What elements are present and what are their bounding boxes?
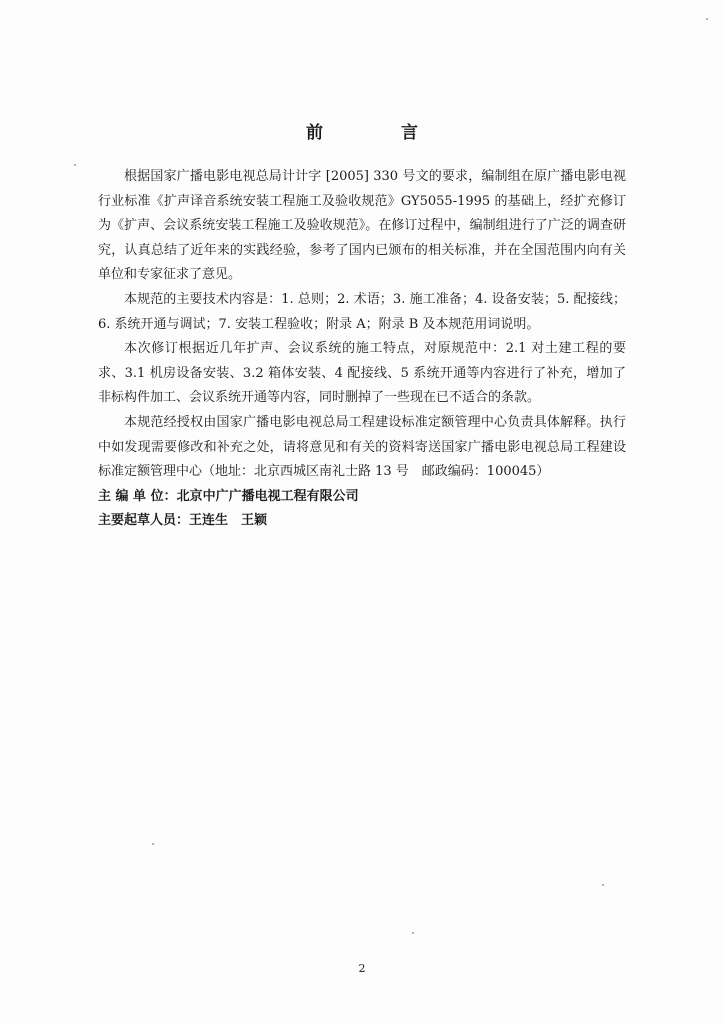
page-number: 2 [358,962,366,975]
paragraph-interpretation: 本规范经授权由国家广播电影电视总局工程建设标准定额管理中心负责具体解释。执行中如发现需要修改和补充之处，请将意见和有关的资料寄送国家广播电影电视总局工程建设标准定额管理中心（地址：北京西城区南礼士路 13 号 邮政编码：100045） [98,414,626,480]
preface-body [98,165,626,534]
paragraph-revision: 本次修订根据近几年扩声、会议系统的施工特点，对原规范中：2.1 对土建工程的要求、3.1 机房设备安装、3.2 箱体安装、4 配接线、5 系统开通等内容进行了补充，增加了非标构件加工、会议系统开通等内容，同时删掉了一些现在已不适合的条款。 [98,341,626,406]
drafters: 主要起草人员：王连生 王颖 [98,513,268,529]
scan-speck [74,164,76,166]
page-title: 前 言 [306,123,454,143]
scan-speck [152,843,154,845]
paragraph-contents: 本规范的主要技术内容是：1. 总则；2. 术语；3. 施工准备；4. 设备安装；5. 配接线；6. 系统开通与调试；7. 安装工程验收；附录 A；附录 B 及本规范用词说明。 [98,291,626,332]
scan-speck [602,884,604,886]
paragraph-basis: 根据国家广播电影电视总局计计字 [2005] 330 号文的要求，编制组在原广播电影电视行业标准《扩声译音系统安装工程施工及验收规范》GY5055-1995 的基础上，经扩充修订为《扩声、会议系统安装工程施工及验收规范》。在修订过程中，编制组进行了广泛的调查研究，认真总结了近年来的实践经验，参考了国内已颁布的相关标准，并在全国范围内向有关单位和专家征求了意见。 [98,169,626,283]
scan-speck [706,18,708,20]
scan-speck [412,932,414,934]
editor-unit: 主 编 单 位：北京中广广播电视工程有限公司 [98,488,359,504]
